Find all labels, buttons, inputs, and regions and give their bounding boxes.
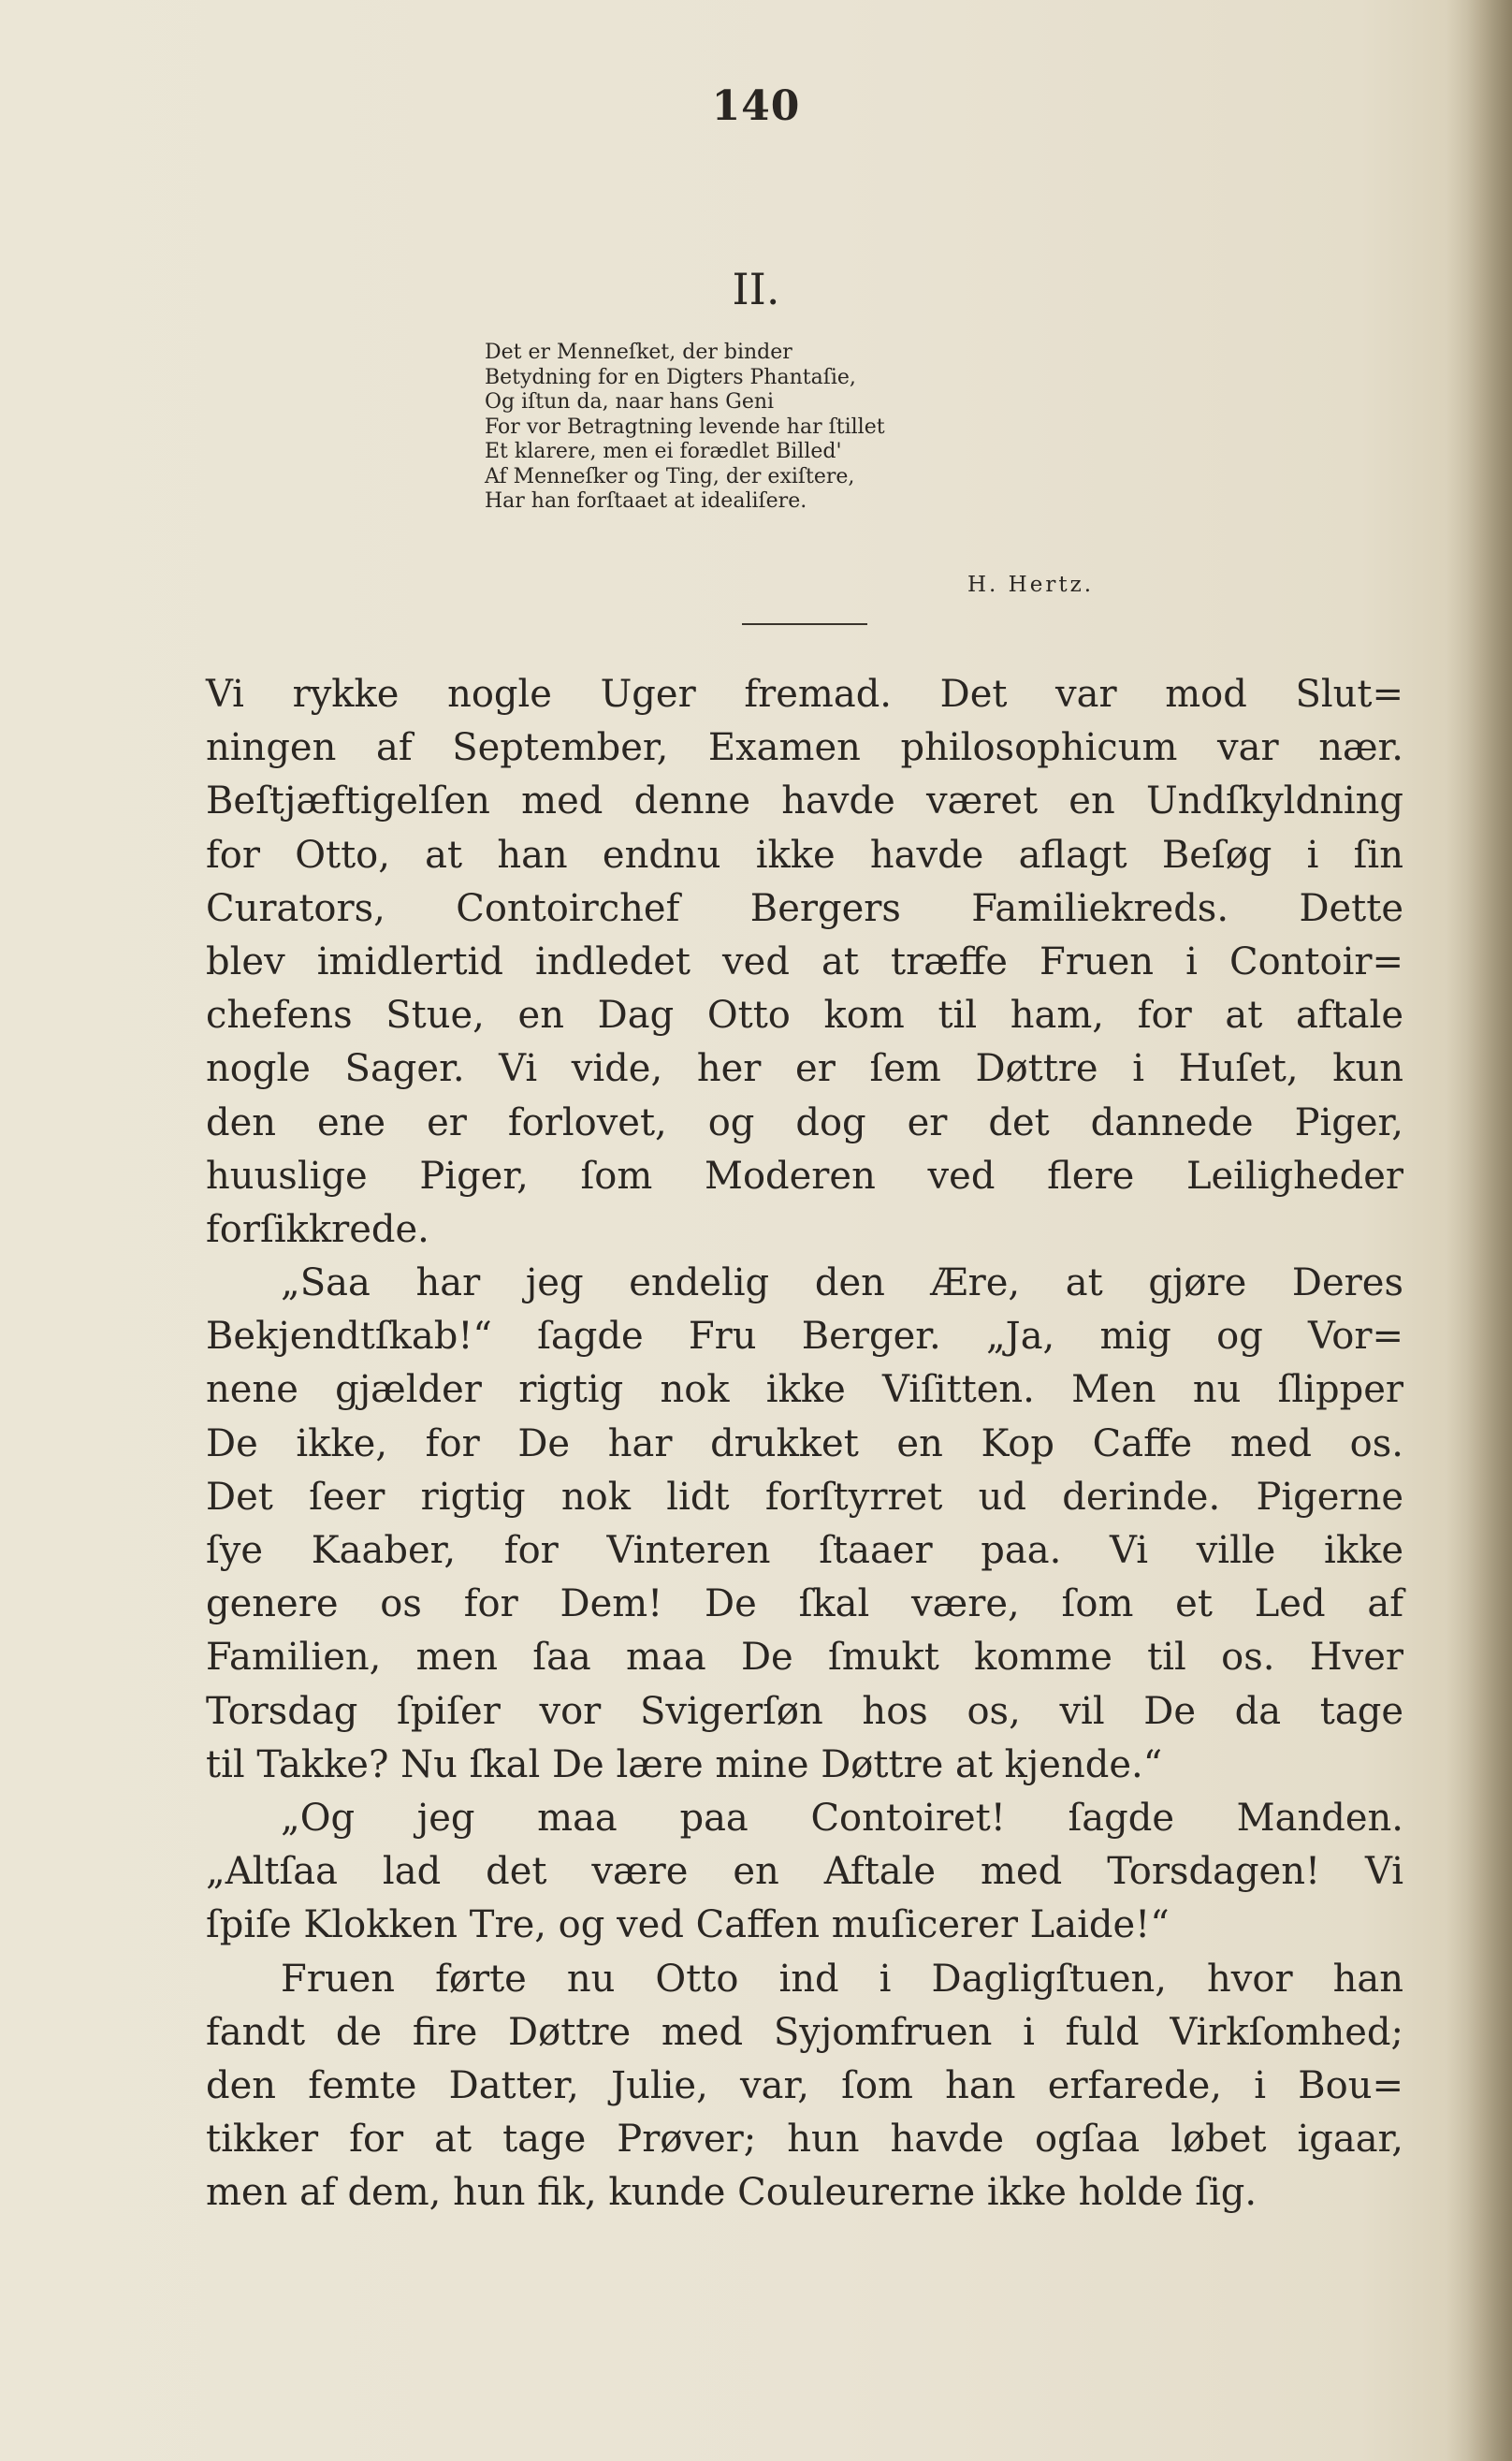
text-line: Familien, men ſaa maa De ſmukt komme til os. Hver: [206, 1636, 1403, 1680]
text-line: Vi rykke nogle Uger fremad. Det var mod Slut=: [206, 673, 1403, 716]
epigraph-line: Har han forſtaaet at idealiſere.: [485, 489, 807, 513]
body-text: [206, 668, 1403, 2220]
epigraph-line: For vor Betragtning levende har ſtillet: [485, 415, 885, 439]
text-line: for Otto, at han endnu ikke havde aflagt Beſøg i ſin: [206, 833, 1403, 877]
text-line: nogle Sager. Vi vide, her er ſem Døttre i Huſet, kun: [206, 1047, 1403, 1091]
text-line: genere os for Dem! De ſkal være, ſom et Led af: [206, 1582, 1403, 1626]
text-line: Fruen førte nu Otto ind i Dagligſtuen, hvor han: [281, 1957, 1403, 2001]
chapter-numeral: II.: [732, 264, 780, 314]
epigraph-line: Et klarere, men ei forædlet Billed': [485, 440, 842, 463]
text-line: den ene er forlovet, og dog er det dannede Piger,: [206, 1100, 1403, 1144]
text-line: ſye Kaaber, for Vinteren ſtaaer paa. Vi ville ikke: [206, 1529, 1403, 1572]
text-line: huuslige Piger, ſom Moderen ved flere Leiligheder: [206, 1154, 1403, 1198]
epigraph-line: Af Menneſker og Ting, der exiſtere,: [485, 464, 855, 488]
epigraph-line: Betydning for en Digters Phantaſie,: [485, 365, 856, 389]
section-divider: [742, 623, 867, 625]
text-line: „Og jeg maa paa Contoiret! ſagde Manden.: [281, 1796, 1403, 1840]
page-number: 140: [711, 82, 801, 130]
text-line: men af dem, hun fik, kunde Couleurerne ikke holde ſig.: [206, 2171, 1258, 2215]
text-line: ſpiſe Klokken Tre, og ved Caffen muſicerer Laide!“: [206, 1903, 1170, 1947]
text-line: Curators, Contoirchef Bergers Familiekreds. Dette: [206, 886, 1403, 930]
text-line: tikker for at tage Prøver; hun havde ogſaa løbet igaar,: [206, 2118, 1403, 2162]
text-line: nene gjælder rigtig nok ikke Viſitten. Men nu ſlipper: [206, 1368, 1403, 1412]
text-line: blev imidlertid indledet ved at træffe Fruen i Contoir=: [206, 939, 1403, 983]
text-line: „Saa har jeg endelig den Ære, at gjøre Deres: [281, 1261, 1403, 1305]
text-line: Beſtjæftigelſen med denne havde været en Undſkyldning: [206, 779, 1403, 823]
page-edge-shadow: [1447, 0, 1512, 2461]
text-line: forſikkrede.: [206, 1207, 429, 1251]
text-line: den femte Datter, Julie, var, ſom han erfarede, i Bou=: [206, 2063, 1403, 2107]
text-line: Bekjendtſkab!“ ſagde Fru Berger. „Ja, mig og Vor=: [206, 1315, 1403, 1359]
text-line: Det ſeer rigtig nok lidt forſtyrret ud derinde. Pigerne: [206, 1475, 1403, 1519]
epigraph-line: Det er Menneſket, der binder: [485, 341, 792, 364]
text-line: til Takke? Nu ſkal De lære mine Døttre at kjende.“: [206, 1742, 1163, 1786]
text-line: ningen af September, Examen philosophicum var nær.: [206, 726, 1403, 770]
text-line: „Altſaa lad det være en Aftale med Torsdagen! Vi: [206, 1850, 1403, 1894]
epigraph-attribution: H. Hertz.: [967, 573, 1095, 597]
epigraph-line: Og iſtun da, naar hans Geni: [485, 390, 775, 414]
text-line: De ikke, for De har drukket en Kop Caffe med os.: [206, 1421, 1403, 1465]
text-line: fandt de fire Døttre med Syjomfruen i fuld Virkſomhed;: [206, 2010, 1403, 2054]
epigraph: [485, 341, 1083, 515]
text-line: chefens Stue, en Dag Otto kom til ham, for at aftale: [206, 994, 1403, 1038]
text-line: Torsdag ſpiſer vor Svigerſøn hos os, vil De da tage: [206, 1689, 1403, 1733]
